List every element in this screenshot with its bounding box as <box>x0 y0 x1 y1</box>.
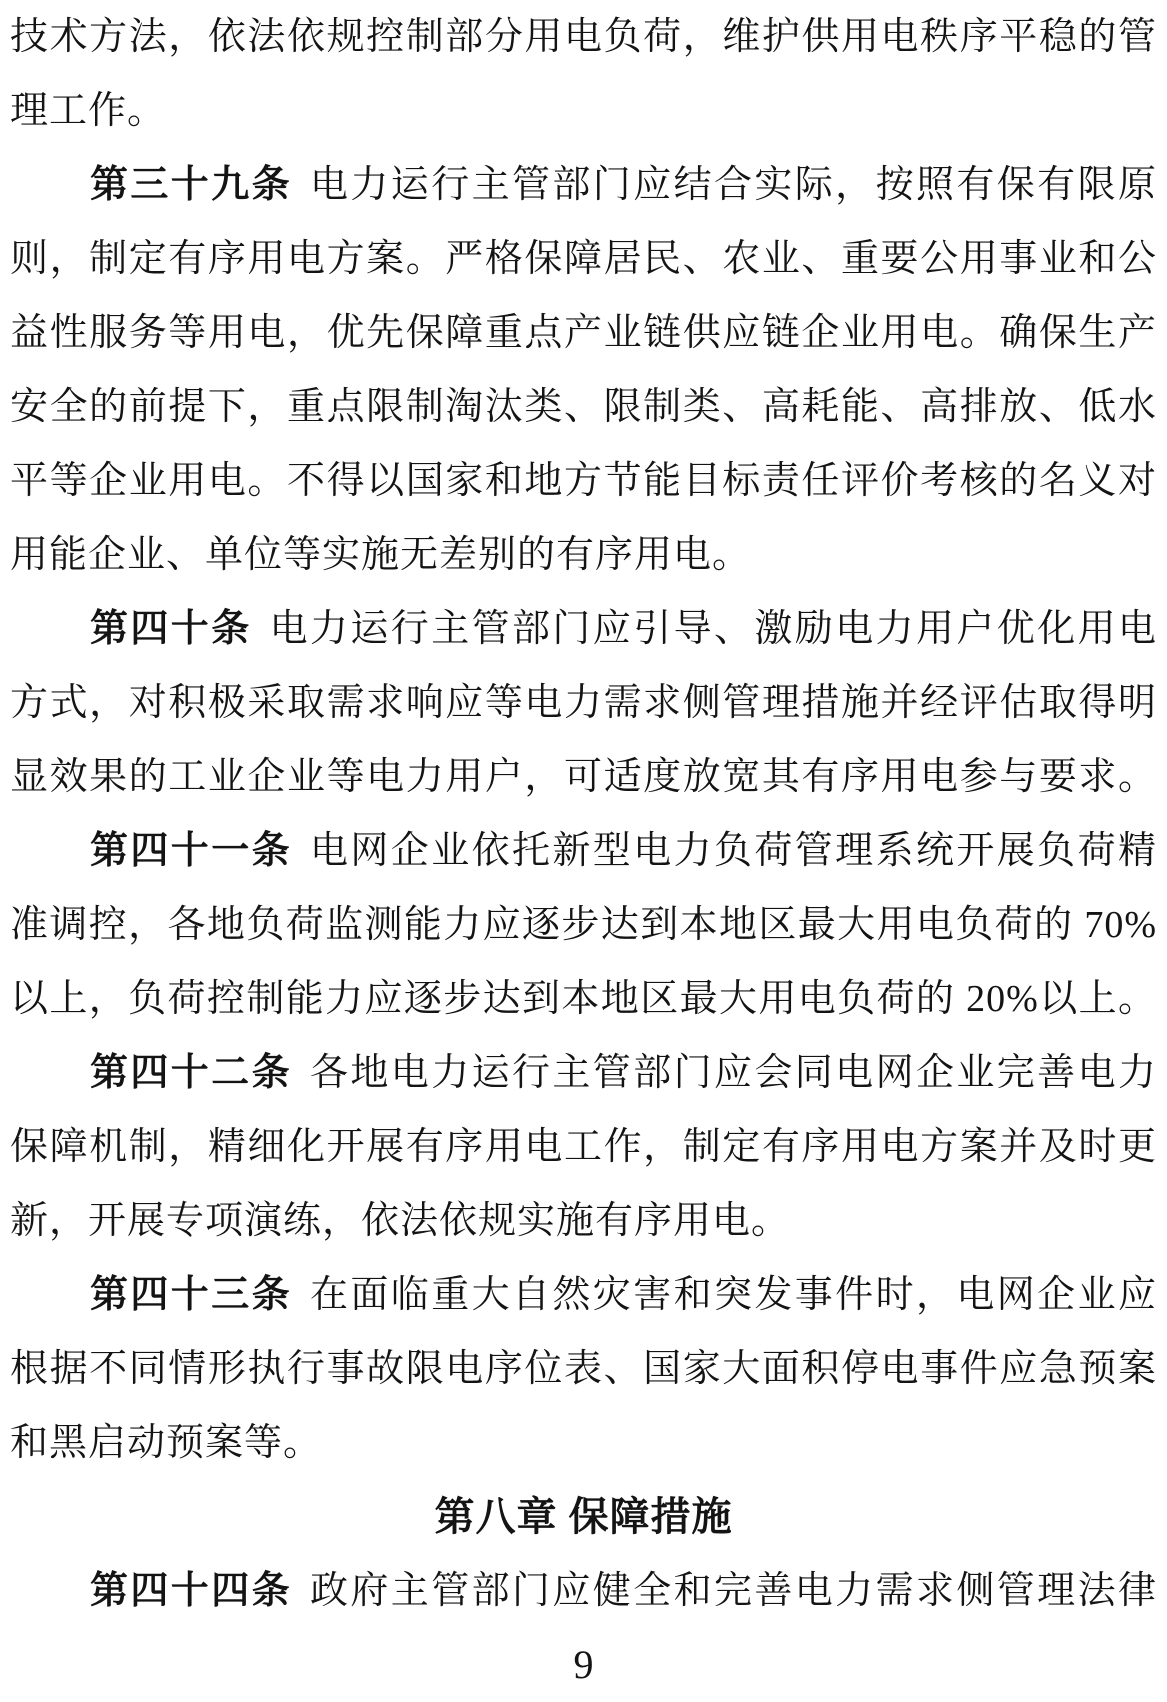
line-text: 政府主管部门应健全和完善电力需求侧管理法律 <box>310 1570 1157 1612</box>
line-text: 电力运行主管部门应结合实际，按照有保有限原 <box>310 164 1157 206</box>
text-line: 技术方法，依法依规控制部分用电负荷，维护供用电秩序平稳的管 <box>10 16 1157 58</box>
text-line: 准调控，各地负荷监测能力应逐步达到本地区最大用电负荷的 70% <box>10 904 1157 946</box>
text-line <box>10 1554 1157 1628</box>
line-text: 电网企业依托新型电力负荷管理系统开展负荷精 <box>310 830 1157 872</box>
text-line: 显效果的工业企业等电力用户，可适度放宽其有序用电参与要求。 <box>10 756 1157 798</box>
text-line <box>10 592 1157 666</box>
line-text: 各地电力运行主管部门应会同电网企业完善电力 <box>310 1052 1157 1094</box>
text-line: 用能企业、单位等实施无差别的有序用电。 <box>10 534 752 576</box>
line-text: 在面临重大自然灾害和突发事件时，电网企业应 <box>310 1274 1157 1316</box>
article-number: 第四十一条 <box>90 830 292 872</box>
text-line: 益性服务等用电，优先保障重点产业链供应链企业用电。确保生产 <box>10 312 1157 354</box>
page-number: 9 <box>573 1642 594 1687</box>
text-column <box>10 0 1157 1702</box>
chapter-heading: 第八章 保障措施 <box>434 1494 733 1539</box>
text-line: 新，开展专项演练，依法依规实施有序用电。 <box>10 1200 791 1242</box>
text-line: 和黑启动预案等。 <box>10 1422 323 1464</box>
text-line: 安全的前提下，重点限制淘汰类、限制类、高耗能、高排放、低水 <box>10 386 1157 428</box>
text-line <box>10 1036 1157 1110</box>
text-line: 理工作。 <box>10 90 167 132</box>
text-line <box>10 148 1157 222</box>
text-line: 方式，对积极采取需求响应等电力需求侧管理措施并经评估取得明 <box>10 682 1157 724</box>
text-line: 根据不同情形执行事故限电序位表、国家大面积停电事件应急预案 <box>10 1348 1157 1390</box>
text-line: 平等企业用电。不得以国家和地方节能目标责任评价考核的名义对 <box>10 460 1157 502</box>
text-line: 则，制定有序用电方案。严格保障居民、农业、重要公用事业和公 <box>10 238 1157 280</box>
article-number: 第四十二条 <box>90 1052 292 1094</box>
text-line <box>10 814 1157 888</box>
line-text: 电力运行主管部门应引导、激励电力用户优化用电 <box>269 608 1157 650</box>
article-number: 第四十三条 <box>90 1274 292 1316</box>
text-line <box>10 1258 1157 1332</box>
text-line: 保障机制，精细化开展有序用电工作，制定有序用电方案并及时更 <box>10 1126 1157 1168</box>
article-number: 第四十四条 <box>90 1570 292 1612</box>
article-number: 第三十九条 <box>90 164 292 206</box>
article-number: 第四十条 <box>90 608 252 650</box>
text-line: 以上，负荷控制能力应逐步达到本地区最大用电负荷的 20%以上。 <box>10 978 1157 1020</box>
